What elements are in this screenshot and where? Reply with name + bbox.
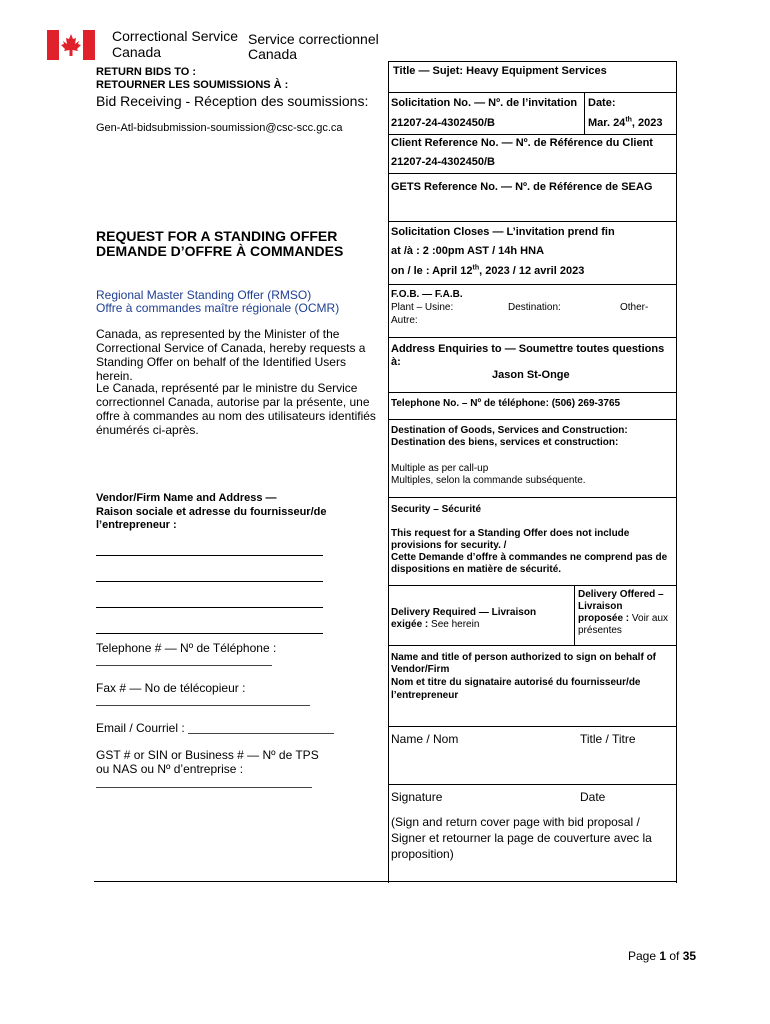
bid-email: Gen-Atl-bidsubmission-soumission@csc-scc.gc.ca <box>96 122 343 134</box>
enquiries-telephone: Telephone No. – Nº de téléphone: (506) 269-3765 <box>391 398 621 409</box>
maple-leaf-icon <box>47 30 95 60</box>
authorized-signatory-label-2: Vendor/Firm <box>391 664 450 675</box>
delivery-required-value: exigée : See herein <box>391 619 480 630</box>
delivery-offered-value: proposée : Voir aux <box>578 613 669 624</box>
delivery-offered-label-1: Delivery Offered – <box>578 589 664 600</box>
security-text-2: provisions for security. / <box>391 540 507 551</box>
solicitation-closes-time: at /à : 2 :00pm AST / 14h HNA <box>391 245 545 257</box>
vendor-line-3[interactable] <box>96 607 323 608</box>
email-field[interactable] <box>188 733 334 734</box>
enquiries-a: à: <box>391 356 401 368</box>
vendor-label-1: Vendor/Firm Name and Address — <box>96 492 277 504</box>
security-text-4: dispositions en matière de sécurité. <box>391 564 562 575</box>
fax-field[interactable] <box>96 705 310 706</box>
authorized-signatory-label-3: Nom et titre du signataire autorisé du fournisseur/de <box>391 677 641 688</box>
solicitation-closes-label: Solicitation Closes — L’invitation prend fin <box>391 226 615 238</box>
country-fr: Canada <box>248 46 298 62</box>
security-text-1: This request for a Standing Offer does not include <box>391 528 630 539</box>
vendor-line-4[interactable] <box>96 633 323 634</box>
sign-instruction-2: Signer et retourner la page de couverture avec la <box>391 831 652 845</box>
sign-instruction-1: (Sign and return cover page with bid proposal / <box>391 815 640 829</box>
solicitation-closes-date: on / le : April 12th, 2023 / 12 avril 2023 <box>391 264 585 277</box>
destination-label-fr: Destination des biens, services et construction: <box>391 437 619 448</box>
enquiries-contact-name: Jason St-Onge <box>492 369 570 381</box>
fob-other: Other- <box>620 302 649 313</box>
country-en: Canada <box>112 44 162 60</box>
dept-name-en: Correctional Service <box>112 28 239 44</box>
vendor-line-1[interactable] <box>96 555 323 556</box>
bid-receiving: Bid Receiving - Réception des soumissions: <box>96 93 369 109</box>
telephone-field[interactable] <box>96 665 272 666</box>
fob-destination: Destination: <box>508 302 561 313</box>
document-title-en: REQUEST FOR A STANDING OFFER <box>96 228 338 244</box>
rmso-en: Regional Master Standing Offer (RMSO) <box>96 288 312 302</box>
page-number: Page 1 of 35 <box>628 949 697 963</box>
delivery-offered-value-2: présentes <box>578 625 622 636</box>
gst-label-1: GST # or SIN or Business # — Nº de TPS <box>96 748 319 762</box>
dept-name-fr: Service correctionnel <box>248 31 379 47</box>
fob-autre: Autre: <box>391 315 418 326</box>
authorized-signatory-label-1: Name and title of person authorized to sign on behalf of <box>391 652 657 663</box>
return-bids-en: RETURN BIDS TO : <box>96 66 197 78</box>
destination-value-en: Multiple as per call-up <box>391 463 489 474</box>
vendor-label-2: Raison sociale et adresse du fournisseur/de <box>96 506 327 518</box>
destination-value-fr: Multiples, selon la commande subséquente. <box>391 475 586 486</box>
solicitation-number: 21207-24-4302450/B <box>391 117 495 129</box>
solicitation-date: Mar. 24th, 2023 <box>588 116 663 129</box>
title-subject: Title — Sujet: Heavy Equipment Services <box>393 65 607 77</box>
gst-label-2: ou NAS ou Nº d’entreprise : <box>96 762 244 776</box>
fob-plant: Plant – Usine: <box>391 302 454 313</box>
document-title-fr: DEMANDE D’OFFRE À COMMANDES <box>96 243 344 259</box>
sign-instruction-3: proposition) <box>391 847 454 861</box>
title-field-label[interactable]: Title / Titre <box>580 732 636 746</box>
request-paragraph-en: Canada, as represented by the Minister of the Correctional Service of Canada, hereby requests a Standing Offer on behalf of the Identified Users herein. <box>96 327 366 383</box>
security-text-3: Cette Demande d’offre à commandes ne comprend pas de <box>391 552 668 563</box>
vendor-label-3: l’entrepreneur : <box>96 519 177 531</box>
authorized-signatory-label-4: l’entrepreneur <box>391 690 459 701</box>
rmso-fr: Offre à commandes maître régionale (OCMR) <box>96 301 340 315</box>
return-bids-fr: RETOURNER LES SOUMISSIONS À : <box>96 79 289 91</box>
client-reference-number: 21207-24-4302450/B <box>391 156 495 168</box>
date-label: Date: <box>588 97 616 109</box>
date-field-label[interactable]: Date <box>580 790 606 804</box>
client-reference-label: Client Reference No. — Nº. de Référence du Client <box>391 137 653 149</box>
delivery-required-label: Delivery Required — Livraison <box>391 607 537 618</box>
fax-label: Fax # — No de télécopieur : <box>96 681 246 695</box>
request-paragraph-fr: Le Canada, représenté par le ministre du Service correctionnel Canada, autorise par la présente, une offre à commandes au nom des utilisateurs identifiés énumérés ci-après. <box>96 381 376 437</box>
destination-label-en: Destination of Goods, Services and Construction: <box>391 425 628 436</box>
name-field-label[interactable]: Name / Nom <box>391 732 459 746</box>
signature-field-label[interactable]: Signature <box>391 790 443 804</box>
vendor-line-2[interactable] <box>96 581 323 582</box>
email-label: Email / Courriel : <box>96 721 185 735</box>
security-label: Security – Sécurité <box>391 504 482 515</box>
telephone-label: Telephone # — Nº de Téléphone : <box>96 641 277 655</box>
canada-flag <box>47 30 95 60</box>
gets-reference-label: GETS Reference No. — Nº. de Référence de SEAG <box>391 181 653 193</box>
enquiries-label: Address Enquiries to — Soumettre toutes questions <box>391 343 665 355</box>
gst-field[interactable] <box>96 787 312 788</box>
delivery-offered-label-2: Livraison <box>578 601 623 612</box>
solicitation-label: Solicitation No. — Nº. de l’invitation <box>391 97 578 109</box>
fob-label: F.O.B. — F.A.B. <box>391 289 463 300</box>
